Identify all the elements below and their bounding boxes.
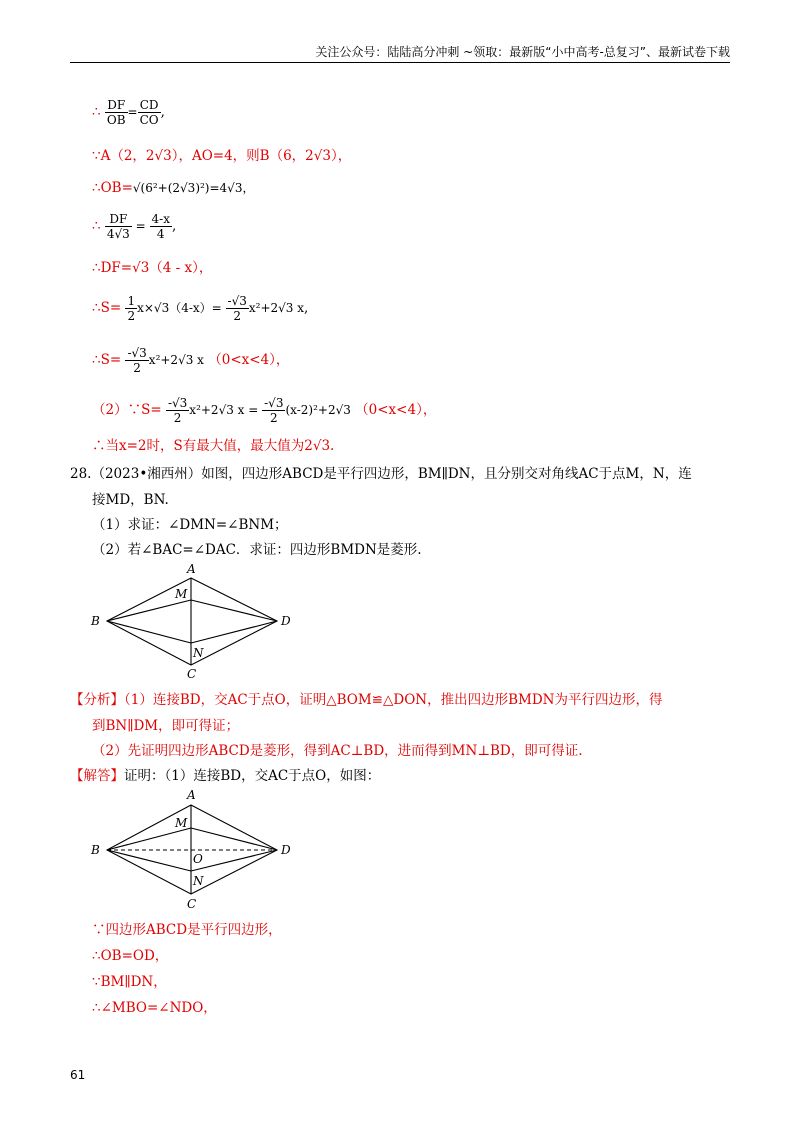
label-d: D xyxy=(281,614,291,628)
fraction-neg-root3-half: $\frac{-√3}{2}$ xyxy=(227,294,247,323)
fraction-cd-co: $\frac{CD}{CO}$ xyxy=(139,98,159,127)
s-label: （2）∵S= xyxy=(92,402,162,418)
therefore-symbol: ∴ xyxy=(92,104,101,120)
therefore-symbol: ∴ xyxy=(92,218,101,234)
label-b: B xyxy=(91,843,100,857)
segment-bn xyxy=(107,621,191,643)
fraction-one-half: $\frac{1}{2}$ xyxy=(127,294,136,323)
fraction-4-x-over-4: $\frac{4-x}{4}$ xyxy=(151,212,170,241)
parallelogram-abcd xyxy=(107,578,277,665)
page-header xyxy=(70,44,730,63)
analysis-line-3: （2）先证明四边形ABCD是菱形，得到AC⊥BD，进而得到MN⊥BD，即可得证. xyxy=(92,743,583,759)
answer-step-4: ∴∠MBO=∠NDO， xyxy=(92,1000,217,1016)
parallelogram-figure-2 xyxy=(85,786,305,911)
segment-md xyxy=(191,600,277,621)
segment-nd xyxy=(191,850,277,871)
analysis-line-2: 到BN∥DM，即可得证； xyxy=(92,718,240,734)
answer-step-2: ∴OB=OD， xyxy=(92,948,169,964)
fraction-neg-root3-half: $\frac{-√3}{2}$ xyxy=(264,396,284,425)
question-2: （2）若∠BAC=∠DAC．求证：四边形BMDN是菱形. xyxy=(92,542,422,558)
s-label: ∴S= xyxy=(92,300,122,316)
solution-line-6: ∴S= $\frac{1}{2}$ x×√3（4-x）= $\frac{-√3}{2}$ x²+2√3 x, xyxy=(92,294,309,323)
page-number: 61 xyxy=(70,1068,86,1082)
label-n: N xyxy=(193,646,204,660)
label-n: N xyxy=(193,874,204,888)
problem-line-2: 接MD，BN. xyxy=(92,492,169,508)
fraction-df-ob: $\frac{DF}{OB}$ xyxy=(106,98,126,127)
label-a: A xyxy=(187,562,196,576)
header-text: 关注公众号：陆陆高分冲刺 ~领取：最新版“小中高考-总复习”、最新试卷下载 xyxy=(315,45,730,59)
segment-bm xyxy=(107,600,191,621)
label-m: M xyxy=(175,816,188,830)
segment-nd xyxy=(191,621,277,643)
parallelogram-figure-1 xyxy=(85,560,305,680)
fraction-neg-root3-half: $\frac{-√3}{2}$ xyxy=(127,346,147,375)
segment-md xyxy=(191,828,277,850)
answer-step-1: ∵四边形ABCD是平行四边形， xyxy=(92,922,282,938)
label-c: C xyxy=(187,897,197,911)
fraction-neg-root3-half: $\frac{-√3}{2}$ xyxy=(167,396,188,425)
answer-tag: 【解答】 xyxy=(70,768,124,784)
ob-label: ∴OB= xyxy=(92,180,133,196)
solution-line-4: ∴ $\frac{DF}{4√3}$ = $\frac{4-x}{4}$ , xyxy=(92,212,177,241)
label-a: A xyxy=(187,788,196,802)
question-1: （1）求证：∠DMN=∠BNM； xyxy=(92,517,288,533)
answer-text-1: 证明：（1）连接BD，交AC于点O，如图： xyxy=(124,768,381,784)
fraction-df-4root3: $\frac{DF}{4√3}$ xyxy=(106,212,130,241)
label-d: D xyxy=(281,843,291,857)
solution-line-9: ∴当x=2时，S有最大值，最大值为2√3. xyxy=(92,438,335,454)
analysis-text-1: （1）连接BD，交AC于点O，证明△BOM≌△DON，推出四边形BMDN为平行四边形，得 xyxy=(124,692,663,708)
label-o: O xyxy=(193,852,203,866)
solution-line-8: （2）∵S= $\frac{-√3}{2}$ x²+2√3 x = $\frac{-√3}{2}$ (x-2)²+2√3 （0<x<4）， xyxy=(92,396,437,425)
analysis-tag: 【分析】 xyxy=(70,692,124,708)
label-m: M xyxy=(175,587,188,601)
x-range: （0<x<4）， xyxy=(208,352,290,368)
label-b: B xyxy=(91,614,100,628)
solution-line-3 xyxy=(92,178,254,198)
solution-line-7: ∴S= $\frac{-√3}{2}$ x²+2√3 x （0<x<4）， xyxy=(92,346,290,375)
x-range: （0<x<4）， xyxy=(355,402,437,418)
solution-line-5: ∴DF=√3（4 - x）， xyxy=(92,260,213,276)
solution-line-2: ∵A（2，2√3），AO=4，则B（6，2√3）， xyxy=(92,148,352,164)
problem-line-1: 28.（2023•湘西州）如图，四边形ABCD是平行四边形，BM∥DN，且分别交对角线AC于点M，N，连 xyxy=(70,466,692,482)
label-c: C xyxy=(187,667,197,680)
segment-bm xyxy=(107,828,191,850)
analysis-line-1 xyxy=(70,690,662,710)
answer-line-1 xyxy=(70,766,380,786)
answer-step-3: ∵BM∥DN， xyxy=(92,974,167,990)
ob-expression: √(6²+(2√3)²)=4√3， xyxy=(132,181,255,195)
s-label: ∴S= xyxy=(92,352,122,368)
solution-line-1: ∴ $\frac{DF}{OB}$ = $\frac{CD}{CO}$ , xyxy=(92,98,165,127)
segment-bn xyxy=(107,850,191,871)
